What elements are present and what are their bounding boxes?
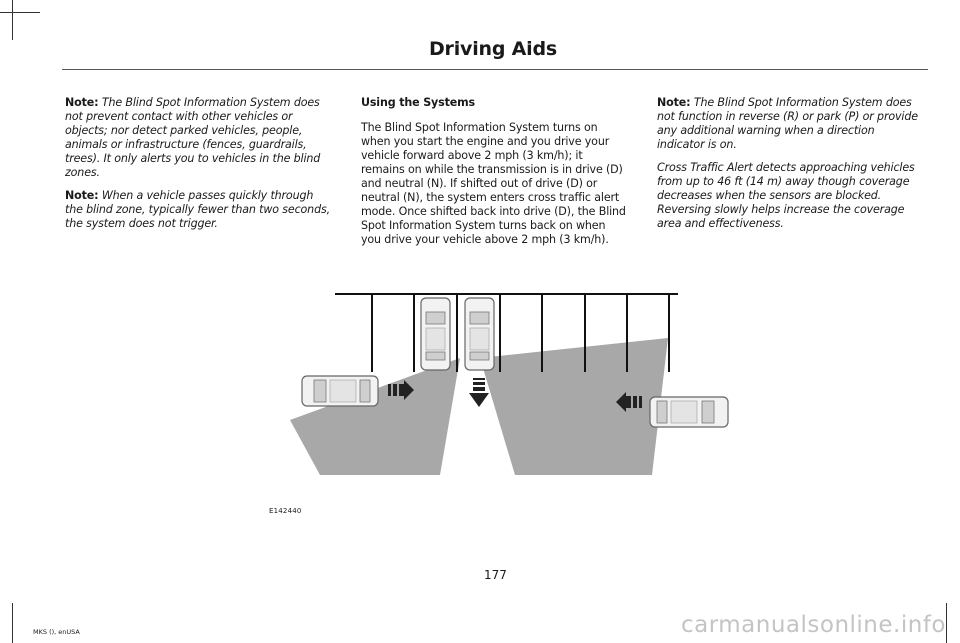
crop-mark-bottom-left-v <box>12 603 13 643</box>
section-heading: Using the Systems <box>361 96 475 109</box>
column-2 <box>361 96 626 256</box>
note-2-label: Note: <box>65 189 99 202</box>
cross-traffic-alert-diagram <box>280 280 740 480</box>
note-2 <box>65 189 330 231</box>
header-rule <box>62 69 928 70</box>
page-title: Driving Aids <box>428 38 557 60</box>
footer-text: MKS (), enUSA <box>33 628 80 636</box>
note-1-text: The Blind Spot Information System does not prevent contact with other vehicles or objects; nor detect parked vehicles, people, animals or infrastructure (fences, guardrails, trees). It only alerts you to vehicles in the blind zones. <box>65 96 321 179</box>
column-3 <box>657 96 922 240</box>
note-3-label: Note: <box>657 96 691 109</box>
section-body: The Blind Spot Information System turns on when you start the engine and you drive your vehicle forward above 2 mph (3 km/h); it remains on while the transmission is in drive (D) and neutral (N). If shifted out of drive (D) or neutral (N), the system enters cross traffic alert mode. Once shifted back into drive (D), the Blind Spot Information System turns back on when you drive your vehicle above 2 mph (3 km/h). <box>361 121 626 246</box>
note-3 <box>657 96 922 152</box>
note-1-label: Note: <box>65 96 99 109</box>
right-approaching-car-icon <box>650 397 728 427</box>
watermark: carmanualsonline.info <box>680 612 946 638</box>
crop-mark-top-left-h <box>0 12 40 13</box>
left-approaching-car-icon <box>302 376 378 406</box>
parked-car-icon <box>421 298 450 370</box>
note-1 <box>65 96 330 180</box>
page-number: 177 <box>484 568 507 582</box>
crop-mark-bottom-right-v <box>946 603 947 643</box>
figure-id: E142440 <box>269 507 302 515</box>
crop-mark-top-left-v <box>12 0 13 40</box>
reverse-arrow-icon <box>469 378 489 407</box>
cross-traffic-paragraph: Cross Traffic Alert detects approaching vehicles from up to 46 ft (14 m) away though coverage decreases when the sensors are blocked. Reversing slowly helps increase the coverage area and effectiveness. <box>657 161 915 230</box>
column-1 <box>65 96 330 240</box>
note-2-text: When a vehicle passes quickly through the blind zone, typically fewer than two seconds, the system does not trigger. <box>65 189 330 230</box>
own-vehicle-icon <box>465 298 494 370</box>
note-3-text: The Blind Spot Information System does not function in reverse (R) or park (P) or provide any additional warning when a direction indicator is on. <box>657 96 918 151</box>
